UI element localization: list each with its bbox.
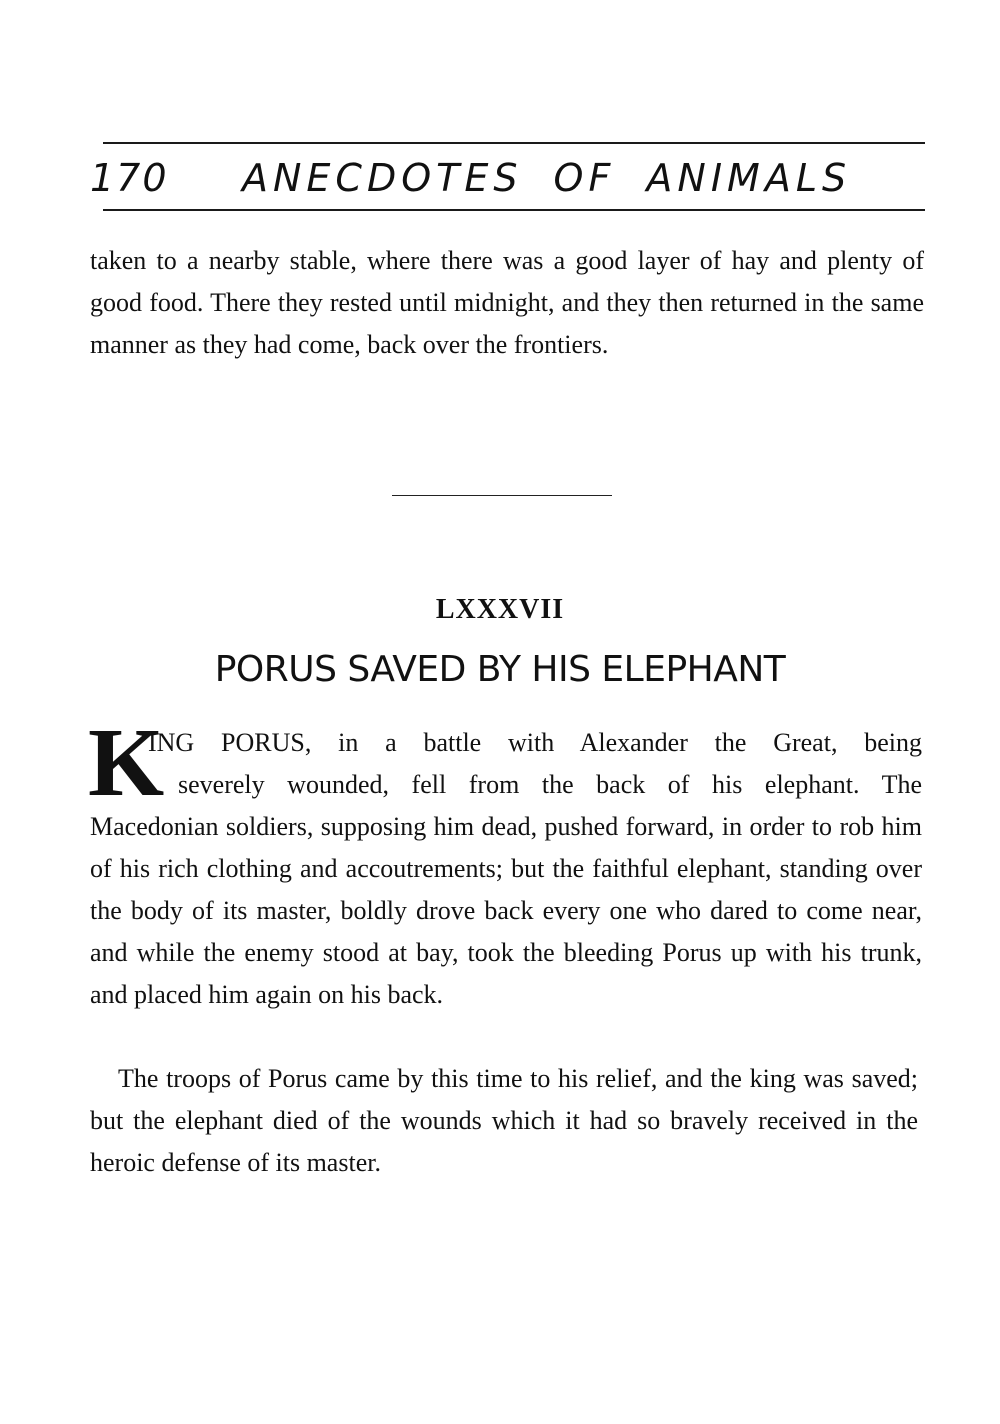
running-head-title: ANECDOTES OF ANIMALS [242, 156, 852, 200]
running-head [90, 150, 930, 206]
story-paragraph-1: Macedonian soldiers, supposing him dead, pushed forward, in order to rob him of his rich clothing and accoutrements; but the faithful elephant, standing over the body of its master, boldly drove back every one who dared to come near, and while the enemy stood at bay, took the bleeding Porus up with his trunk, and placed him again on his back. [90, 812, 922, 1009]
drop-cap: K [88, 709, 165, 817]
continuation-paragraph: taken to a nearby stable, where there was a good layer of hay and plenty of good food. There they rested until midnight, and they then returned in the same manner as they had come, back over the frontiers. [90, 246, 924, 359]
header-bottom-rule [103, 209, 925, 211]
page-number: 170 [90, 156, 169, 200]
chapter-number: LXXXVII [435, 594, 565, 625]
chapter-title: PORUS SAVED BY HIS ELEPHANT [214, 649, 786, 690]
section-divider [392, 495, 612, 496]
header-top-rule [103, 142, 925, 144]
paragraph-first-line: ING PORUS, in a battle with Alexander the Great, being [148, 728, 922, 757]
paragraph-second-line: severely wounded, fell from the back of his elephant. The [178, 770, 922, 799]
story-paragraph-2: The troops of Porus came by this time to his relief, and the king was saved; but the elephant died of the wounds which it had so bravely received in the heroic defense of its master. [90, 1064, 918, 1177]
